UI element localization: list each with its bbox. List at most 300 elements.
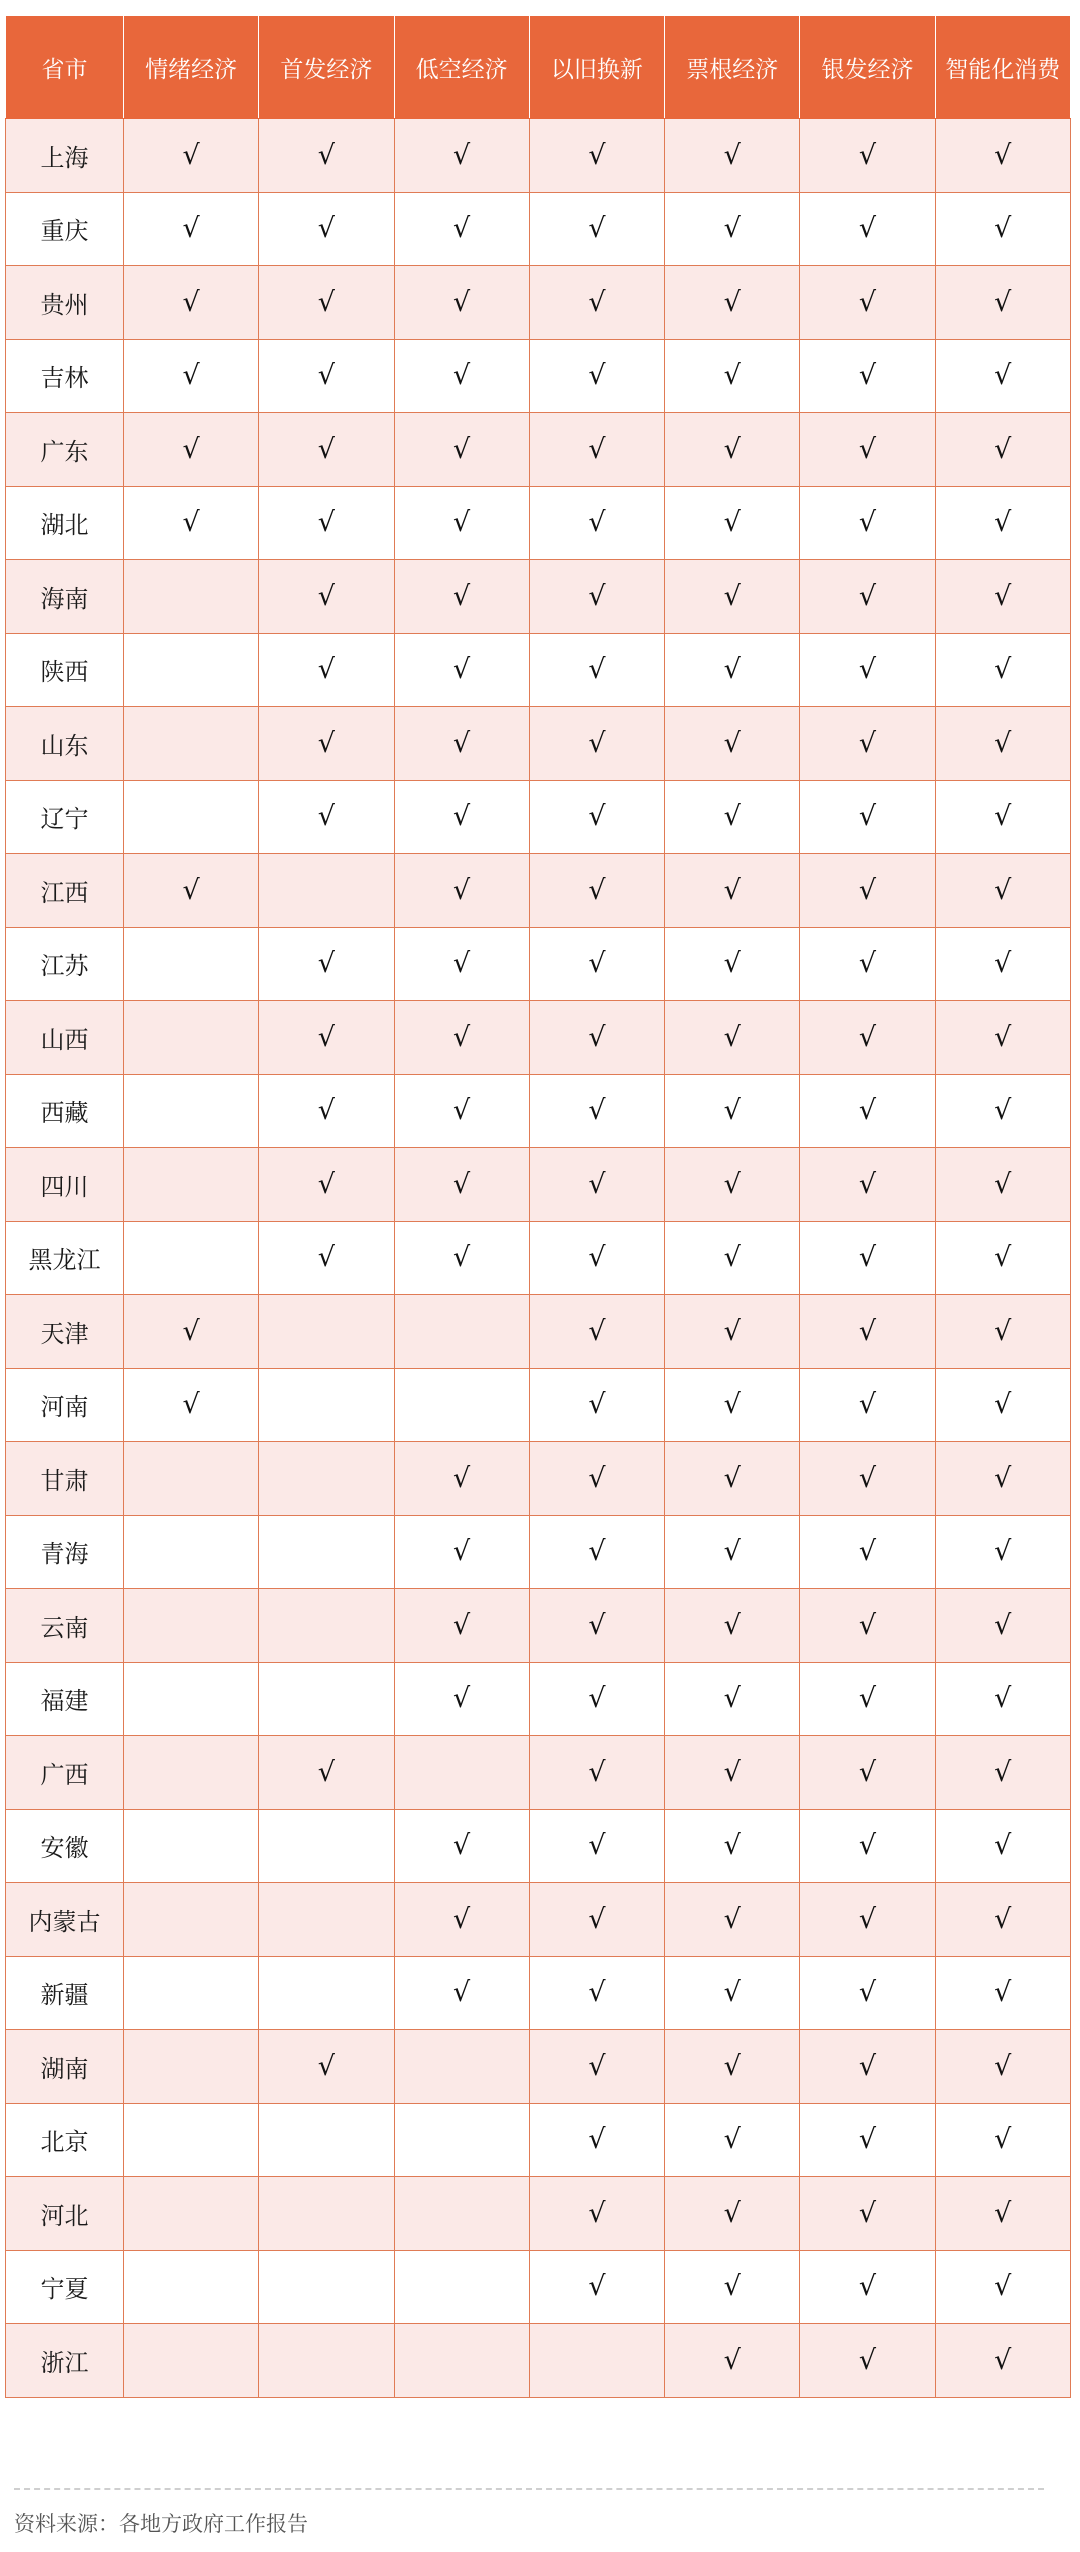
mark-cell — [124, 560, 259, 634]
check-mark-icon: √ — [723, 286, 741, 318]
table-row — [6, 339, 1071, 413]
table-row — [6, 1074, 1071, 1148]
mark-cell — [529, 2324, 664, 2398]
mark-cell — [665, 1295, 800, 1369]
check-mark-icon: √ — [588, 1977, 606, 2009]
footer-divider — [14, 2488, 1044, 2490]
mark-cell — [935, 1221, 1070, 1295]
check-mark-icon: √ — [453, 1021, 471, 1053]
check-mark-icon: √ — [588, 1242, 606, 1274]
mark-cell — [800, 780, 935, 854]
table-row — [6, 192, 1071, 266]
check-mark-icon: √ — [858, 1021, 877, 1053]
mark-cell — [800, 927, 935, 1001]
check-mark-icon: √ — [317, 801, 335, 833]
check-mark-icon: √ — [588, 1095, 606, 1127]
check-mark-icon: √ — [858, 1536, 877, 1568]
check-mark-icon: √ — [182, 213, 200, 245]
province-cell: 陕西 — [6, 633, 124, 707]
mark-cell — [394, 633, 529, 707]
check-mark-icon: √ — [723, 2344, 741, 2376]
check-mark-icon: √ — [858, 2050, 877, 2082]
check-mark-icon: √ — [588, 874, 606, 906]
check-mark-icon: √ — [182, 360, 200, 392]
check-mark-icon: √ — [994, 213, 1012, 245]
mark-cell — [124, 2103, 259, 2177]
check-mark-icon: √ — [588, 801, 606, 833]
check-mark-icon: √ — [994, 1095, 1012, 1127]
header-debut-economy: 首发经济 — [259, 16, 394, 119]
check-mark-icon: √ — [994, 2271, 1012, 2303]
header-trade-in: 以旧换新 — [529, 16, 664, 119]
mark-cell — [800, 1883, 935, 1957]
mark-cell — [394, 1515, 529, 1589]
mark-cell — [394, 1442, 529, 1516]
mark-cell — [935, 486, 1070, 560]
check-mark-icon: √ — [453, 1536, 471, 1568]
mark-cell — [124, 780, 259, 854]
province-cell: 江西 — [6, 854, 124, 928]
mark-cell — [124, 339, 259, 413]
check-mark-icon: √ — [317, 286, 335, 318]
mark-cell — [124, 1368, 259, 1442]
province-cell: 内蒙古 — [6, 1883, 124, 1957]
mark-cell — [935, 1074, 1070, 1148]
check-mark-icon: √ — [453, 360, 471, 392]
mark-cell — [259, 633, 394, 707]
mark-cell — [394, 1295, 529, 1369]
table-header — [6, 16, 1071, 119]
check-mark-icon: √ — [453, 654, 471, 686]
mark-cell — [935, 413, 1070, 487]
check-mark-icon: √ — [317, 1242, 335, 1274]
mark-cell — [665, 854, 800, 928]
mark-cell — [665, 2324, 800, 2398]
check-mark-icon: √ — [994, 360, 1012, 392]
mark-cell — [800, 413, 935, 487]
mark-cell — [529, 192, 664, 266]
province-cell: 青海 — [6, 1515, 124, 1589]
mark-cell — [259, 780, 394, 854]
mark-cell — [935, 2030, 1070, 2104]
province-cell: 山东 — [6, 707, 124, 781]
table-row — [6, 119, 1071, 193]
consumption-policy-table — [5, 15, 1071, 2398]
mark-cell — [529, 1074, 664, 1148]
mark-cell — [394, 707, 529, 781]
mark-cell — [394, 1956, 529, 2030]
mark-cell — [259, 1001, 394, 1075]
mark-cell — [124, 1956, 259, 2030]
check-mark-icon: √ — [453, 1903, 471, 1935]
mark-cell — [529, 1442, 664, 1516]
mark-cell — [124, 1295, 259, 1369]
mark-cell — [124, 2177, 259, 2251]
mark-cell — [259, 2177, 394, 2251]
check-mark-icon: √ — [994, 433, 1012, 465]
mark-cell — [394, 1368, 529, 1442]
mark-cell — [394, 1736, 529, 1810]
check-mark-icon: √ — [723, 1168, 741, 1200]
mark-cell — [529, 2030, 664, 2104]
check-mark-icon: √ — [588, 1609, 606, 1641]
mark-cell — [394, 119, 529, 193]
mark-cell — [800, 1736, 935, 1810]
mark-cell — [935, 339, 1070, 413]
mark-cell — [800, 266, 935, 340]
table-row — [6, 1295, 1071, 1369]
check-mark-icon: √ — [994, 1389, 1012, 1421]
check-mark-icon: √ — [723, 1756, 741, 1788]
mark-cell — [800, 1809, 935, 1883]
mark-cell — [665, 192, 800, 266]
mark-cell — [665, 119, 800, 193]
table-row — [6, 266, 1071, 340]
mark-cell — [935, 707, 1070, 781]
check-mark-icon: √ — [858, 1977, 877, 2009]
mark-cell — [665, 1001, 800, 1075]
table-row — [6, 560, 1071, 634]
province-cell: 湖北 — [6, 486, 124, 560]
check-mark-icon: √ — [588, 213, 606, 245]
mark-cell — [394, 1809, 529, 1883]
check-mark-icon: √ — [723, 213, 741, 245]
table-row — [6, 2250, 1071, 2324]
mark-cell — [935, 1589, 1070, 1663]
check-mark-icon: √ — [994, 654, 1012, 686]
check-mark-icon: √ — [858, 727, 877, 759]
mark-cell — [529, 1221, 664, 1295]
mark-cell — [800, 2103, 935, 2177]
mark-cell — [800, 2324, 935, 2398]
check-mark-icon: √ — [723, 1095, 741, 1127]
mark-cell — [394, 1589, 529, 1663]
mark-cell — [259, 2250, 394, 2324]
check-mark-icon: √ — [994, 1756, 1012, 1788]
mark-cell — [665, 2030, 800, 2104]
province-cell: 西藏 — [6, 1074, 124, 1148]
mark-cell — [935, 192, 1070, 266]
check-mark-icon: √ — [453, 1242, 471, 1274]
mark-cell — [124, 1221, 259, 1295]
mark-cell — [800, 1442, 935, 1516]
mark-cell — [935, 1956, 1070, 2030]
mark-cell — [529, 854, 664, 928]
table-row — [6, 780, 1071, 854]
mark-cell — [124, 1148, 259, 1222]
mark-cell — [124, 119, 259, 193]
check-mark-icon: √ — [994, 727, 1012, 759]
mark-cell — [665, 486, 800, 560]
check-mark-icon: √ — [453, 507, 471, 539]
mark-cell — [665, 927, 800, 1001]
check-mark-icon: √ — [317, 1021, 335, 1053]
mark-cell — [800, 1001, 935, 1075]
mark-cell — [394, 1883, 529, 1957]
mark-cell — [259, 1295, 394, 1369]
mark-cell — [935, 1442, 1070, 1516]
table-row — [6, 1515, 1071, 1589]
check-mark-icon: √ — [858, 1756, 877, 1788]
table-row — [6, 413, 1071, 487]
check-mark-icon: √ — [858, 1242, 877, 1274]
mark-cell — [935, 633, 1070, 707]
header-row — [6, 16, 1071, 119]
mark-cell — [529, 2177, 664, 2251]
header-silver-economy: 银发经济 — [800, 16, 935, 119]
check-mark-icon: √ — [994, 286, 1012, 318]
mark-cell — [259, 1809, 394, 1883]
mark-cell — [394, 1074, 529, 1148]
province-cell: 河北 — [6, 2177, 124, 2251]
mark-cell — [665, 780, 800, 854]
check-mark-icon: √ — [723, 580, 741, 612]
province-cell: 天津 — [6, 1295, 124, 1369]
check-mark-icon: √ — [858, 1462, 877, 1494]
mark-cell — [124, 266, 259, 340]
mark-cell — [124, 1809, 259, 1883]
mark-cell — [529, 1589, 664, 1663]
check-mark-icon: √ — [453, 1977, 471, 2009]
province-cell: 辽宁 — [6, 780, 124, 854]
check-mark-icon: √ — [994, 507, 1012, 539]
check-mark-icon: √ — [453, 1462, 471, 1494]
mark-cell — [800, 2030, 935, 2104]
mark-cell — [800, 1515, 935, 1589]
mark-cell — [935, 266, 1070, 340]
check-mark-icon: √ — [317, 654, 335, 686]
check-mark-icon: √ — [588, 1536, 606, 1568]
mark-cell — [394, 1221, 529, 1295]
mark-cell — [394, 1001, 529, 1075]
mark-cell — [394, 854, 529, 928]
check-mark-icon: √ — [723, 1683, 741, 1715]
mark-cell — [259, 927, 394, 1001]
table-row — [6, 1221, 1071, 1295]
check-mark-icon: √ — [723, 1242, 741, 1274]
check-mark-icon: √ — [588, 654, 606, 686]
mark-cell — [259, 2103, 394, 2177]
check-mark-icon: √ — [858, 213, 877, 245]
mark-cell — [529, 2250, 664, 2324]
check-mark-icon: √ — [182, 874, 200, 906]
check-mark-icon: √ — [182, 286, 200, 318]
province-cell: 四川 — [6, 1148, 124, 1222]
mark-cell — [800, 1221, 935, 1295]
check-mark-icon: √ — [317, 1756, 335, 1788]
mark-cell — [259, 1368, 394, 1442]
header-low-altitude-economy: 低空经济 — [394, 16, 529, 119]
check-mark-icon: √ — [723, 2050, 741, 2082]
check-mark-icon: √ — [723, 2124, 741, 2156]
table-row — [6, 1736, 1071, 1810]
check-mark-icon: √ — [317, 360, 335, 392]
mark-cell — [259, 707, 394, 781]
check-mark-icon: √ — [588, 139, 606, 171]
check-mark-icon: √ — [453, 874, 471, 906]
table-row — [6, 854, 1071, 928]
check-mark-icon: √ — [453, 580, 471, 612]
mark-cell — [529, 266, 664, 340]
mark-cell — [394, 486, 529, 560]
mark-cell — [665, 413, 800, 487]
mark-cell — [529, 413, 664, 487]
check-mark-icon: √ — [588, 1168, 606, 1200]
check-mark-icon: √ — [723, 1609, 741, 1641]
mark-cell — [259, 1589, 394, 1663]
check-mark-icon: √ — [994, 1242, 1012, 1274]
check-mark-icon: √ — [723, 874, 741, 906]
mark-cell — [259, 266, 394, 340]
table-row — [6, 2324, 1071, 2398]
check-mark-icon: √ — [858, 1609, 877, 1641]
check-mark-icon: √ — [588, 2124, 606, 2156]
mark-cell — [259, 1883, 394, 1957]
check-mark-icon: √ — [858, 801, 877, 833]
check-mark-icon: √ — [994, 948, 1012, 980]
check-mark-icon: √ — [453, 1683, 471, 1715]
header-ticket-stub-economy: 票根经济 — [665, 16, 800, 119]
check-mark-icon: √ — [317, 1168, 335, 1200]
province-cell: 湖南 — [6, 2030, 124, 2104]
check-mark-icon: √ — [994, 2344, 1012, 2376]
mark-cell — [800, 2177, 935, 2251]
table-body — [6, 119, 1071, 2398]
check-mark-icon: √ — [858, 1683, 877, 1715]
mark-cell — [394, 192, 529, 266]
check-mark-icon: √ — [994, 2124, 1012, 2156]
mark-cell — [935, 1662, 1070, 1736]
table-row — [6, 1368, 1071, 1442]
mark-cell — [665, 2250, 800, 2324]
table-row — [6, 633, 1071, 707]
mark-cell — [529, 1368, 664, 1442]
province-cell: 北京 — [6, 2103, 124, 2177]
check-mark-icon: √ — [994, 1021, 1012, 1053]
mark-cell — [935, 2177, 1070, 2251]
mark-cell — [259, 1662, 394, 1736]
check-mark-icon: √ — [858, 507, 877, 539]
table-row — [6, 1589, 1071, 1663]
check-mark-icon: √ — [182, 139, 200, 171]
province-cell: 重庆 — [6, 192, 124, 266]
check-mark-icon: √ — [588, 360, 606, 392]
mark-cell — [259, 413, 394, 487]
mark-cell — [800, 1148, 935, 1222]
mark-cell — [529, 1515, 664, 1589]
check-mark-icon: √ — [317, 2050, 335, 2082]
check-mark-icon: √ — [588, 1830, 606, 1862]
mark-cell — [800, 1368, 935, 1442]
mark-cell — [259, 1074, 394, 1148]
check-mark-icon: √ — [723, 1389, 741, 1421]
check-mark-icon: √ — [858, 139, 877, 171]
check-mark-icon: √ — [723, 727, 741, 759]
check-mark-icon: √ — [858, 874, 877, 906]
check-mark-icon: √ — [723, 1315, 741, 1347]
mark-cell — [665, 2103, 800, 2177]
mark-cell — [529, 1001, 664, 1075]
mark-cell — [124, 1589, 259, 1663]
mark-cell — [259, 1515, 394, 1589]
check-mark-icon: √ — [994, 801, 1012, 833]
source-note: 资料来源：各地方政府工作报告 — [14, 2512, 308, 2536]
province-cell: 浙江 — [6, 2324, 124, 2398]
mark-cell — [394, 927, 529, 1001]
mark-cell — [394, 2250, 529, 2324]
mark-cell — [259, 192, 394, 266]
check-mark-icon: √ — [858, 580, 877, 612]
mark-cell — [259, 1221, 394, 1295]
check-mark-icon: √ — [588, 727, 606, 759]
province-cell: 新疆 — [6, 1956, 124, 2030]
mark-cell — [800, 192, 935, 266]
mark-cell — [665, 1368, 800, 1442]
mark-cell — [800, 1956, 935, 2030]
check-mark-icon: √ — [858, 2197, 877, 2229]
check-mark-icon: √ — [858, 948, 877, 980]
mark-cell — [935, 854, 1070, 928]
mark-cell — [935, 1736, 1070, 1810]
mark-cell — [394, 2030, 529, 2104]
province-cell: 山西 — [6, 1001, 124, 1075]
check-mark-icon: √ — [453, 139, 471, 171]
province-cell: 甘肃 — [6, 1442, 124, 1516]
check-mark-icon: √ — [858, 1903, 877, 1935]
check-mark-icon: √ — [453, 1830, 471, 1862]
check-mark-icon: √ — [317, 507, 335, 539]
mark-cell — [800, 1662, 935, 1736]
mark-cell — [665, 339, 800, 413]
mark-cell — [259, 486, 394, 560]
check-mark-icon: √ — [858, 1168, 877, 1200]
check-mark-icon: √ — [453, 1609, 471, 1641]
check-mark-icon: √ — [588, 507, 606, 539]
mark-cell — [529, 560, 664, 634]
check-mark-icon: √ — [453, 1168, 471, 1200]
mark-cell — [529, 2103, 664, 2177]
mark-cell — [665, 1736, 800, 1810]
mark-cell — [394, 339, 529, 413]
mark-cell — [935, 780, 1070, 854]
check-mark-icon: √ — [858, 360, 877, 392]
check-mark-icon: √ — [723, 654, 741, 686]
province-cell: 黑龙江 — [6, 1221, 124, 1295]
table-row — [6, 1956, 1071, 2030]
province-cell: 上海 — [6, 119, 124, 193]
check-mark-icon: √ — [588, 2197, 606, 2229]
check-mark-icon: √ — [858, 1830, 877, 1862]
mark-cell — [394, 560, 529, 634]
province-cell: 宁夏 — [6, 2250, 124, 2324]
mark-cell — [935, 1368, 1070, 1442]
mark-cell — [800, 560, 935, 634]
check-mark-icon: √ — [723, 1903, 741, 1935]
mark-cell — [935, 1515, 1070, 1589]
mark-cell — [665, 1589, 800, 1663]
mark-cell — [800, 1295, 935, 1369]
check-mark-icon: √ — [858, 2271, 877, 2303]
check-mark-icon: √ — [317, 727, 335, 759]
check-mark-icon: √ — [994, 1609, 1012, 1641]
table-row — [6, 2030, 1071, 2104]
check-mark-icon: √ — [588, 1389, 606, 1421]
mark-cell — [529, 1295, 664, 1369]
mark-cell — [935, 927, 1070, 1001]
check-mark-icon: √ — [723, 1977, 741, 2009]
mark-cell — [124, 1662, 259, 1736]
mark-cell — [529, 927, 664, 1001]
